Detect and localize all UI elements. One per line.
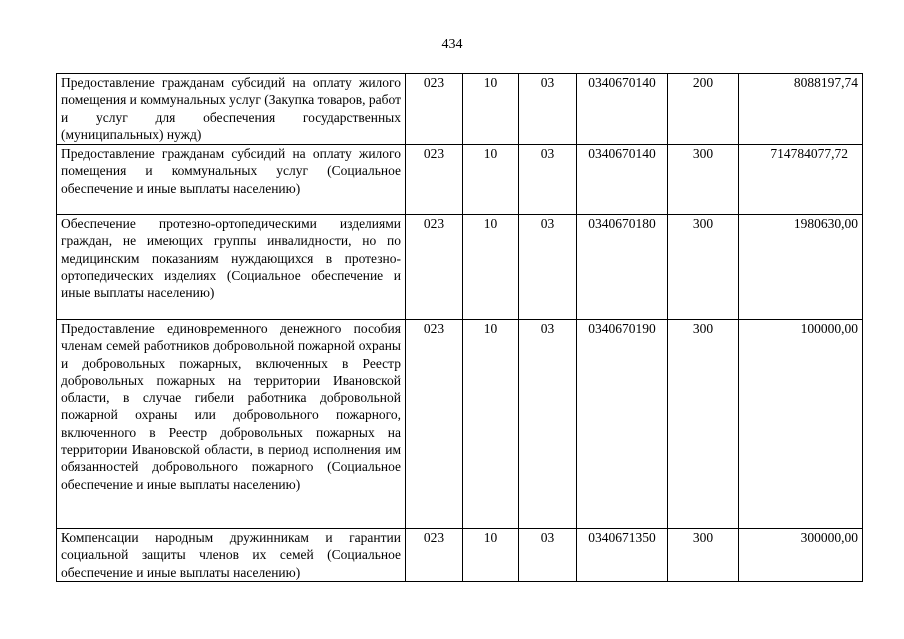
row-target-article-code: 0340671350 <box>577 529 668 582</box>
row-target-article-code: 0340670140 <box>577 74 668 145</box>
table-row <box>57 145 863 215</box>
row-section-code: 10 <box>463 529 519 582</box>
row-section-code: 10 <box>463 215 519 320</box>
row-amount: 300000,00 <box>739 529 863 582</box>
row-target-article-code: 0340670180 <box>577 215 668 320</box>
row-expense-type-code: 300 <box>668 145 739 215</box>
page-number: 434 <box>441 37 463 52</box>
row-description: Компенсации народным дружинникам и гарантии социальной защиты членов их семей (Социальное обеспечение и иные выплаты населению) <box>57 529 406 582</box>
row-description: Предоставление гражданам субсидий на оплату жилого помещения и коммунальных услуг (Закупка товаров, работ и услуг для обеспечения государственных (муниципальных) нужд) <box>57 74 406 145</box>
row-description: Предоставление гражданам субсидий на оплату жилого помещения и коммунальных услуг (Социальное обеспечение и иные выплаты населению) <box>57 145 406 215</box>
row-amount: 714784077,72 <box>739 145 863 215</box>
row-subsection-code: 03 <box>519 320 577 529</box>
row-amount: 100000,00 <box>739 320 863 529</box>
row-admin-code: 023 <box>406 145 463 215</box>
row-admin-code: 023 <box>406 529 463 582</box>
row-admin-code: 023 <box>406 215 463 320</box>
row-subsection-code: 03 <box>519 74 577 145</box>
row-description: Предоставление единовременного денежного пособия членам семей работников добровольной пожарной охраны и добровольных пожарных, включенных в Реестр добровольных пожарных на территории Ивановской области, в случае гибели работника добровольной пожарной охраны или добровольного пожарного, включенного в Реестр добровольных пожарных на территории Ивановской области, в период исполнения им обязанностей добровольного пожарного (Социальное обеспечение и иные выплаты населению) <box>57 320 406 529</box>
row-expense-type-code: 200 <box>668 74 739 145</box>
row-target-article-code: 0340670190 <box>577 320 668 529</box>
table-row <box>57 320 863 529</box>
row-subsection-code: 03 <box>519 145 577 215</box>
budget-table <box>56 73 863 582</box>
row-expense-type-code: 300 <box>668 320 739 529</box>
table-row <box>57 74 863 145</box>
row-expense-type-code: 300 <box>668 215 739 320</box>
row-amount: 1980630,00 <box>739 215 863 320</box>
row-subsection-code: 03 <box>519 215 577 320</box>
row-target-article-code: 0340670140 <box>577 145 668 215</box>
row-admin-code: 023 <box>406 74 463 145</box>
row-admin-code: 023 <box>406 320 463 529</box>
row-amount: 8088197,74 <box>739 74 863 145</box>
table-row <box>57 215 863 320</box>
row-section-code: 10 <box>463 320 519 529</box>
row-subsection-code: 03 <box>519 529 577 582</box>
row-section-code: 10 <box>463 145 519 215</box>
table-row <box>57 529 863 582</box>
row-expense-type-code: 300 <box>668 529 739 582</box>
row-section-code: 10 <box>463 74 519 145</box>
row-description: Обеспечение протезно-ортопедическими изделиями граждан, не имеющих группы инвалидности, но по медицинским показаниям нуждающихся в протезно-ортопедических изделиях (Социальное обеспечение и иные выплаты населению) <box>57 215 406 320</box>
